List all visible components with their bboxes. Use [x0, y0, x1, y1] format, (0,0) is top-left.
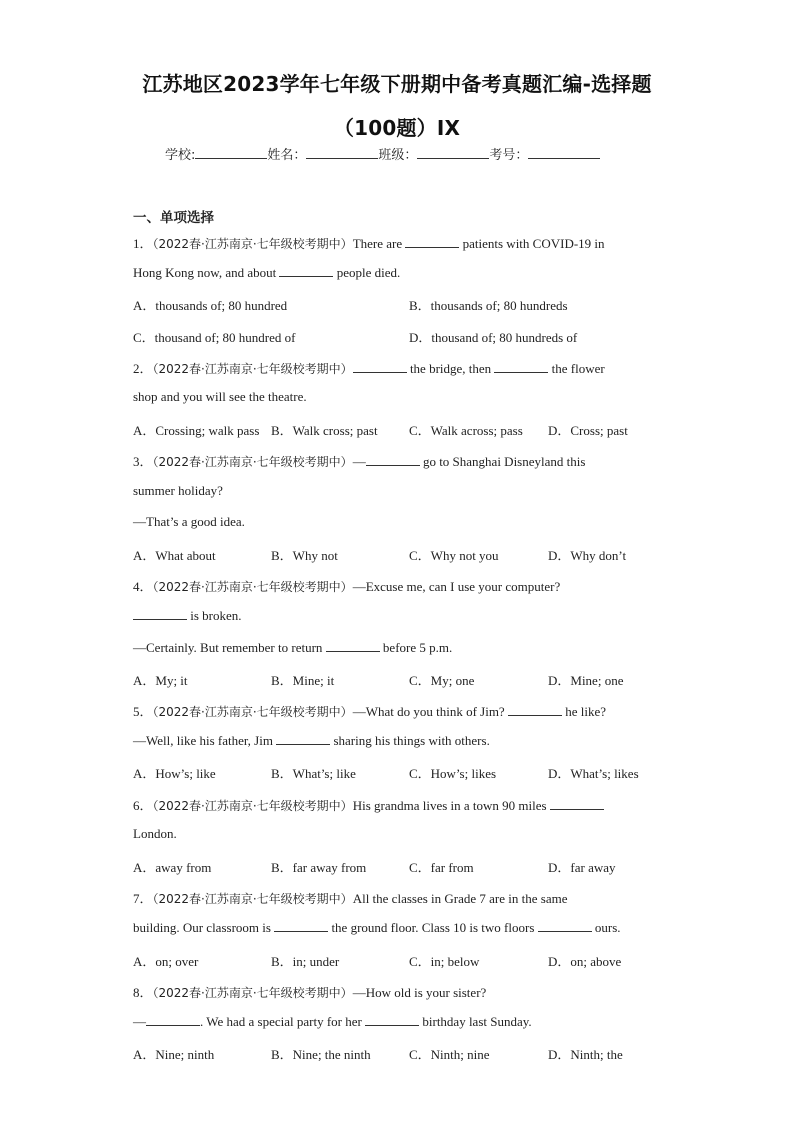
question-4-line-1 — [133, 576, 560, 595]
id-label: 考号： — [489, 148, 529, 163]
question-text: patients with COVID-19 in — [459, 236, 605, 251]
option-c: C．Ninth; nine — [409, 1047, 490, 1062]
option-c: C．Walk across; pass — [409, 423, 523, 438]
question-text: is broken. — [187, 608, 242, 623]
question-text: —Certainly. But remember to return — [133, 640, 326, 655]
question-source: （2022春·江苏南京·七年级校考期中） — [152, 362, 353, 376]
option-c: C．far from — [409, 860, 474, 875]
answer-blank — [366, 453, 420, 466]
option-d: D．thousand of; 80 hundreds of — [409, 330, 578, 345]
question-text: sharing his things with others. — [330, 733, 490, 748]
option-b: B．Nine; the ninth — [271, 1047, 371, 1062]
question-text: Hong Kong now, and about — [133, 265, 280, 280]
question-text: the flower — [548, 361, 605, 376]
question-text: before 5 p.m. — [379, 640, 453, 655]
answer-blank — [508, 703, 562, 716]
question-7-line-2 — [133, 919, 621, 936]
option-d: D．Why don’t — [548, 548, 627, 563]
option-d: D．What’s; likes — [548, 766, 639, 781]
question-text: birthday last Sunday. — [419, 1014, 532, 1029]
question-6-line-1 — [133, 795, 604, 814]
question-number: 2． — [133, 361, 153, 376]
question-1-line-1 — [133, 233, 605, 252]
question-source: （2022春·江苏南京·七年级校考期中） — [152, 892, 353, 906]
question-text: — — [352, 454, 366, 469]
question-source: （2022春·江苏南京·七年级校考期中） — [152, 986, 353, 1000]
class-field[interactable] — [417, 146, 489, 159]
question-text: —That’s a good idea. — [133, 514, 245, 529]
option-b: B．Why not — [271, 548, 338, 563]
question-4-line-3 — [133, 639, 452, 656]
question-number: 4． — [133, 579, 153, 594]
option-a: A．away from — [133, 860, 212, 875]
question-8-line-2 — [133, 1013, 532, 1030]
question-5-line-2 — [133, 732, 490, 749]
option-c: C．How’s; likes — [409, 766, 497, 781]
answer-blank — [326, 639, 380, 652]
question-text: people died. — [333, 265, 401, 280]
question-6-line-2 — [133, 826, 177, 842]
question-number: 5． — [133, 704, 153, 719]
question-text: All the classes in Grade 7 are in the same — [352, 891, 568, 906]
option-b: B．Mine; it — [271, 673, 335, 688]
school-field[interactable] — [195, 146, 267, 159]
answer-blank — [538, 919, 592, 932]
answer-blank — [133, 607, 187, 620]
question-text: he like? — [561, 704, 606, 719]
answer-blank — [494, 360, 548, 373]
id-field[interactable] — [528, 146, 600, 159]
answer-blank — [365, 1013, 419, 1026]
option-c: C．thousand of; 80 hundred of — [133, 330, 296, 345]
option-d: D．far away — [548, 860, 616, 875]
name-label: 姓名： — [267, 148, 307, 163]
answer-blank — [274, 919, 328, 932]
question-3-line-1 — [133, 451, 585, 470]
question-text: summer holiday? — [133, 483, 223, 498]
question-number: 3． — [133, 454, 153, 469]
question-source: （2022春·江苏南京·七年级校考期中） — [152, 799, 353, 813]
option-a: A．How’s; like — [133, 766, 216, 781]
question-text: —How old is your sister? — [352, 985, 487, 1000]
option-a: A．Nine; ninth — [133, 1047, 215, 1062]
question-text: His grandma lives in a town 90 miles — [352, 798, 550, 813]
option-b: B．thousands of; 80 hundreds — [409, 298, 568, 313]
question-text: —Excuse me, can I use your computer? — [352, 579, 561, 594]
name-field[interactable] — [306, 146, 378, 159]
question-3-line-2 — [133, 483, 223, 499]
option-d: D．Mine; one — [548, 673, 624, 688]
question-2-line-2 — [133, 389, 307, 405]
answer-blank — [353, 360, 407, 373]
answer-blank — [279, 264, 333, 277]
option-b: B．in; under — [271, 954, 340, 969]
option-a: A．thousands of; 80 hundred — [133, 298, 288, 313]
option-c: C．My; one — [409, 673, 475, 688]
option-a: A．What about — [133, 548, 216, 563]
question-5-line-1 — [133, 701, 606, 720]
question-source: （2022春·江苏南京·七年级校考期中） — [152, 705, 353, 719]
question-source: （2022春·江苏南京·七年级校考期中） — [152, 455, 353, 469]
option-b: B．Walk cross; past — [271, 423, 378, 438]
school-label: 学校: — [165, 148, 196, 163]
option-c: C．in; below — [409, 954, 480, 969]
page-title: 江苏地区2023学年七年级下册期中备考真题汇编-选择题 — [142, 72, 652, 96]
question-text: the bridge, then — [406, 361, 495, 376]
answer-blank — [276, 732, 330, 745]
answer-blank — [550, 797, 604, 810]
question-4-line-2 — [133, 607, 242, 624]
question-2-line-1 — [133, 358, 605, 377]
question-text: building. Our classroom is — [133, 920, 275, 935]
question-1-line-2 — [133, 264, 400, 281]
question-text: There are — [352, 236, 406, 251]
question-text: ours. — [591, 920, 621, 935]
option-a: A．Crossing; walk pass — [133, 423, 260, 438]
option-a: A．on; over — [133, 954, 199, 969]
question-3-line-3 — [133, 514, 245, 530]
question-text: London. — [133, 826, 177, 841]
question-source: （2022春·江苏南京·七年级校考期中） — [152, 237, 353, 251]
option-d: D．Cross; past — [548, 423, 628, 438]
answer-blank — [405, 235, 459, 248]
option-a: A．My; it — [133, 673, 188, 688]
question-text: —Well, like his father, Jim — [133, 733, 277, 748]
option-c: C．Why not you — [409, 548, 499, 563]
question-number: 6． — [133, 798, 153, 813]
question-number: 1． — [133, 236, 153, 251]
option-d: D．on; above — [548, 954, 622, 969]
option-d: D．Ninth; the — [548, 1047, 623, 1062]
option-b: B．far away from — [271, 860, 367, 875]
question-text: —What do you think of Jim? — [352, 704, 508, 719]
student-info-row — [165, 144, 600, 163]
question-text: . We had a special party for her — [200, 1014, 366, 1029]
question-text: the ground floor. Class 10 is two floors — [328, 920, 538, 935]
page-subtitle: （100题）IX — [333, 116, 461, 140]
option-b: B．What’s; like — [271, 766, 356, 781]
question-source: （2022春·江苏南京·七年级校考期中） — [152, 580, 353, 594]
question-text: go to Shanghai Disneyland this — [419, 454, 586, 469]
question-text: — — [133, 1014, 146, 1029]
question-7-line-1 — [133, 888, 567, 907]
question-8-line-1 — [133, 982, 486, 1001]
section-title: 一、单项选择 — [133, 210, 214, 226]
question-text: shop and you will see the theatre. — [133, 389, 307, 404]
class-label: 班级： — [378, 148, 418, 163]
answer-blank — [146, 1013, 200, 1026]
question-number: 7． — [133, 891, 153, 906]
question-number: 8． — [133, 985, 153, 1000]
